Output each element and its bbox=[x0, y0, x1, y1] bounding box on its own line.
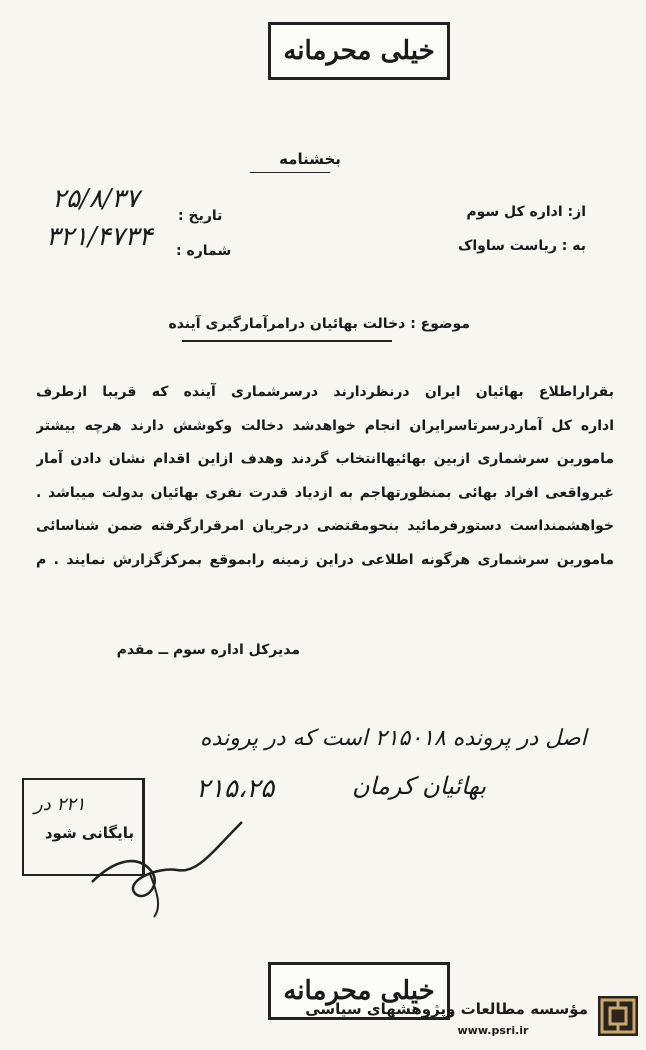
number-label: شماره : bbox=[176, 243, 232, 259]
institute-logo-icon bbox=[598, 996, 638, 1036]
body-line: خواهشمنداست دستورفرمائید بنحومقتضی درجریان امرقرارگرفته ضمن شناسائی bbox=[36, 518, 614, 534]
handwritten-note-line2: بهائیان کرمان bbox=[352, 772, 487, 800]
archive-number: ۲۲۱ در bbox=[34, 794, 86, 815]
institute-url[interactable]: www.psri.ir bbox=[457, 1024, 529, 1037]
pen-scribble-icon bbox=[82, 812, 252, 922]
top-stamp-text: خیلی محرمانه bbox=[283, 36, 435, 66]
document-title: بخشنامه bbox=[279, 150, 341, 168]
title-underline bbox=[250, 172, 330, 173]
subject-line: موضوع : دخالت بهائیان درامرآمارگیری آینده bbox=[168, 316, 470, 332]
top-confidential-stamp bbox=[268, 22, 450, 80]
letter-body bbox=[36, 376, 614, 577]
number-value: ۳۲۱/۴۷۳۴ bbox=[46, 222, 153, 252]
handwritten-note-line1: اصل در پرونده ۲۱۵۰۱۸ است که در پرونده bbox=[200, 726, 587, 751]
body-line: مامورین سرشماری هرگونه اطلاعی دراین زمینه رابموقع بمرکزگزارش نمایند . م bbox=[36, 551, 614, 568]
bottom-stamp-text: خیلی محرمانه bbox=[283, 976, 435, 1006]
logo-pattern-icon bbox=[598, 996, 638, 1036]
subject-underline bbox=[182, 340, 392, 342]
body-line: مامورین سرشماری ازبین بهائیهاانتخاب گردند وهدف ازاین اقدام نشان دادن آمار bbox=[36, 451, 614, 467]
body-line: بقراراطلاع بهائیان ایران درنظردارند درسرشماری آینده که قریبا ازطرف bbox=[36, 384, 614, 400]
signature-line: مدیرکل اداره سوم ــ مقدم bbox=[116, 642, 300, 658]
body-line: غیرواقعی افراد بهائی بمنظورتهاجم به ازدیاد قدرت نفری بهائیان بدولت میباشد . bbox=[36, 484, 614, 501]
date-label: تاریخ : bbox=[178, 208, 223, 224]
handwritten-number: ۲۱۵،۲۵ bbox=[196, 774, 275, 804]
institute-name: مؤسسه مطالعات وپژوهشهای سیاسی bbox=[305, 1000, 588, 1018]
from-field: از: اداره کل سوم bbox=[466, 204, 586, 220]
date-value: ۲۵/۸/۳۷ bbox=[52, 184, 140, 214]
body-line: اداره کل آماردرسرتاسرایران انجام خواهدشد دخالت وکوشش دارند هرچه بیشتر bbox=[36, 417, 614, 434]
archive-text: بایگانی شود bbox=[44, 824, 134, 842]
to-field: به : ریاست ساواک bbox=[458, 238, 586, 254]
